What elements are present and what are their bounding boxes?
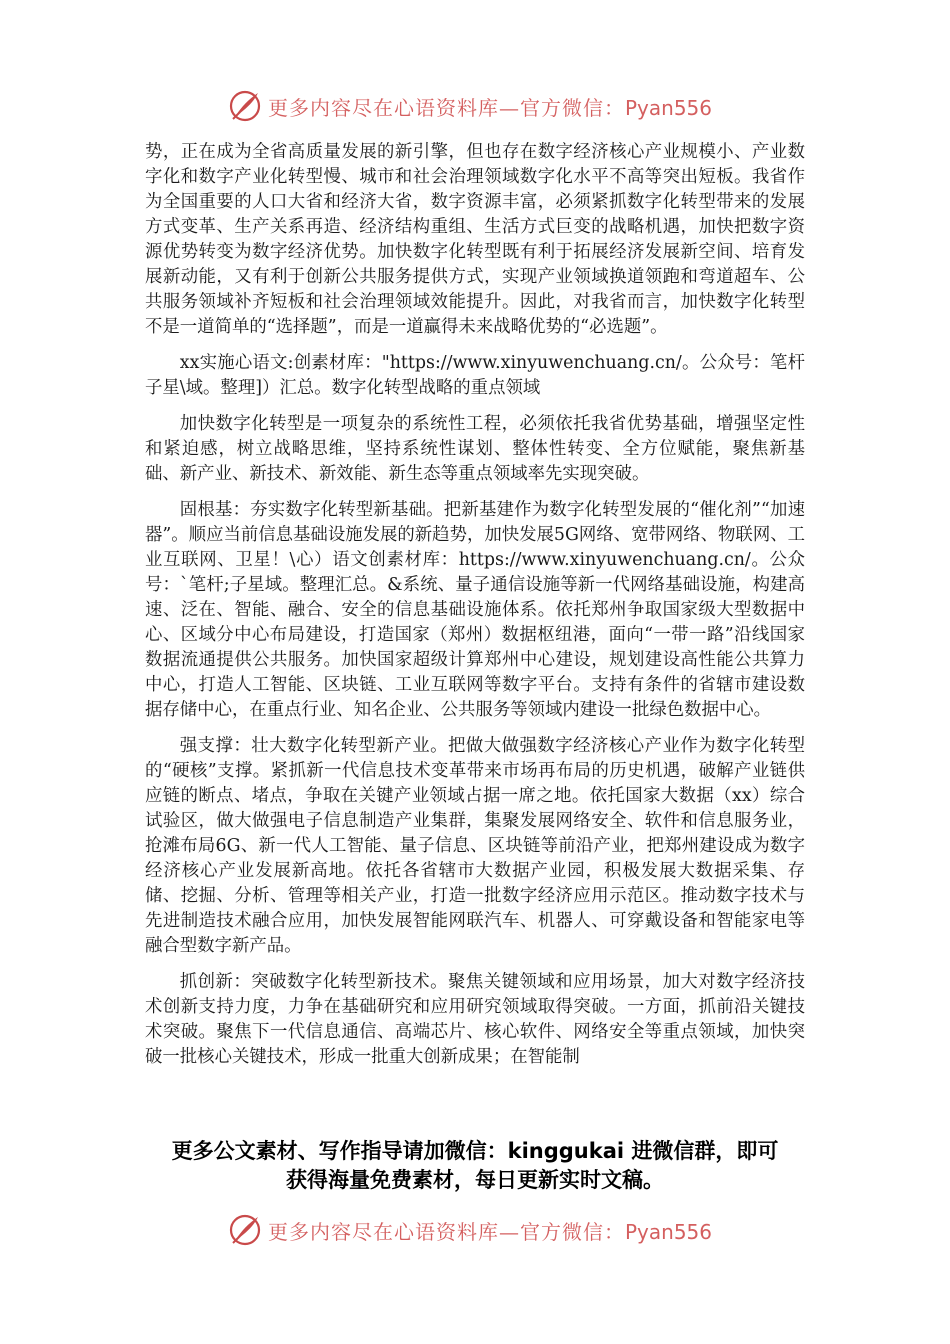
paragraph-1: 势，正在成为全省高质量发展的新引擎，但也存在数字经济核心产业规模小、产业数字化和数字产业化转型慢、城市和社会治理领域数字化水平不高等突出短板。我省作为全国重要的人口大省和经济大省，数字资源丰富，必须紧抓数字化转型带来的发展方式变革、生产关系再造、经济结构重组、生活方式巨变的战略机遇，加快把数字资源优势转变为数字经济优势。加快数字化转型既有利于拓展经济发展新空间、培育发展新动能，又有利于创新公共服务提供方式，实现产业领域换道领跑和弯道超车、公共服务领域补齐短板和社会治理领域效能提升。因此，对我省而言，加快数字化转型不是一道简单的“选择题”，而是一道赢得未来战略优势的“必选题”。	[145, 142, 805, 337]
footer-wechat-id: Pyan556	[625, 1219, 713, 1244]
footer-banner-text: 更多内容尽在心语资料库—官方微信：Pyan556	[268, 1219, 713, 1244]
paragraph-5: 强支撑：壮大数字化转型新产业。把做大做强数字经济核心产业作为数字化转型的“硬核”支撑。紧抓新一代信息技术变革带来市场再布局的历史机遇，破解产业链供应链的断点、堵点，争取在关键产业领域占据一席之地。依托国家大数据（xx）综合试验区，做大做强电子信息制造产业集群，集聚发展网络安全、软件和信息服务业，抢滩布局6G、新一代人工智能、量子信息、区块链等前沿产业，把郑州建设成为数字经济核心产业发展新高地。依托各省辖市大数据产业园，积极发展大数据采集、存储、挖掘、分析、管理等相关产业，打造一批数字经济应用示范区。推动数字技术与先进制造技术融合应用，加快发展智能网联汽车、机器人、可穿戴设备和智能家电等融合型数字新产品。	[145, 736, 805, 956]
paragraph-3: 加快数字化转型是一项复杂的系统性工程，必须依托我省优势基础，增强坚定性和紧迫感，树立战略思维，坚持系统性谋划、整体性转变、全方位赋能，聚焦新基础、新产业、新技术、新效能、新生态等重点领域率先实现突破。	[145, 414, 805, 484]
quill-logo-icon	[228, 1213, 262, 1247]
header-banner-text: 更多内容尽在心语资料库—官方微信：Pyan556	[268, 95, 713, 120]
footer-banner	[228, 1210, 712, 1250]
promo-notice	[110, 1137, 840, 1195]
header-wechat-id: Pyan556	[625, 95, 713, 120]
promo-line-1: 更多公文素材、写作指导请加微信：kinggukai 进微信群，即可	[171, 1139, 779, 1163]
paragraph-2: xx实施心语文:创素材库："https://www.xinyuwenchuang.cn/。公众号：笔杆子星\域。整理]）汇总。数字化转型战略的重点领域	[145, 353, 805, 398]
document-body	[145, 140, 805, 1115]
paragraph-4: 固根基：夯实数字化转型新基础。把新基建作为数字化转型发展的“催化剂”“加速器”。顺应当前信息基础设施发展的新趋势，加快发展5G网络、宽带网络、物联网、工业互联网、卫星！\心）语文创素材库：https://www.xinyuwenchuang.cn/。公众号：`笔杆;子星域。整理汇总。&系统、量子通信设施等新一代网络基础设施，构建高速、泛在、智能、融合、安全的信息基础设施体系。依托郑州争取国家级大型数据中心、区域分中心布局建设，打造国家（郑州）数据枢纽港，面向“一带一路”沿线国家数据流通提供公共服务。加快国家超级计算郑州中心建设，规划建设高性能公共算力中心，打造人工智能、区块链、工业互联网等数字平台。支持有条件的省辖市建设数据存储中心，在重点行业、知名企业、公共服务等领域内建设一批绿色数据中心。	[145, 500, 805, 720]
paragraph-6: 抓创新：突破数字化转型新技术。聚焦关键领域和应用场景，加大对数字经济技术创新支持力度，力争在基础研究和应用研究领域取得突破。一方面，抓前沿关键技术突破。聚焦下一代信息通信、高端芯片、核心软件、网络安全等重点领域，加快突破一批核心关键技术，形成一批重大创新成果；在智能制	[145, 972, 805, 1067]
document-text-area	[145, 140, 805, 1115]
promo-line-2: 获得海量免费素材，每日更新实时文稿。	[286, 1168, 664, 1192]
quill-logo-icon	[228, 89, 262, 123]
header-banner	[228, 86, 712, 126]
